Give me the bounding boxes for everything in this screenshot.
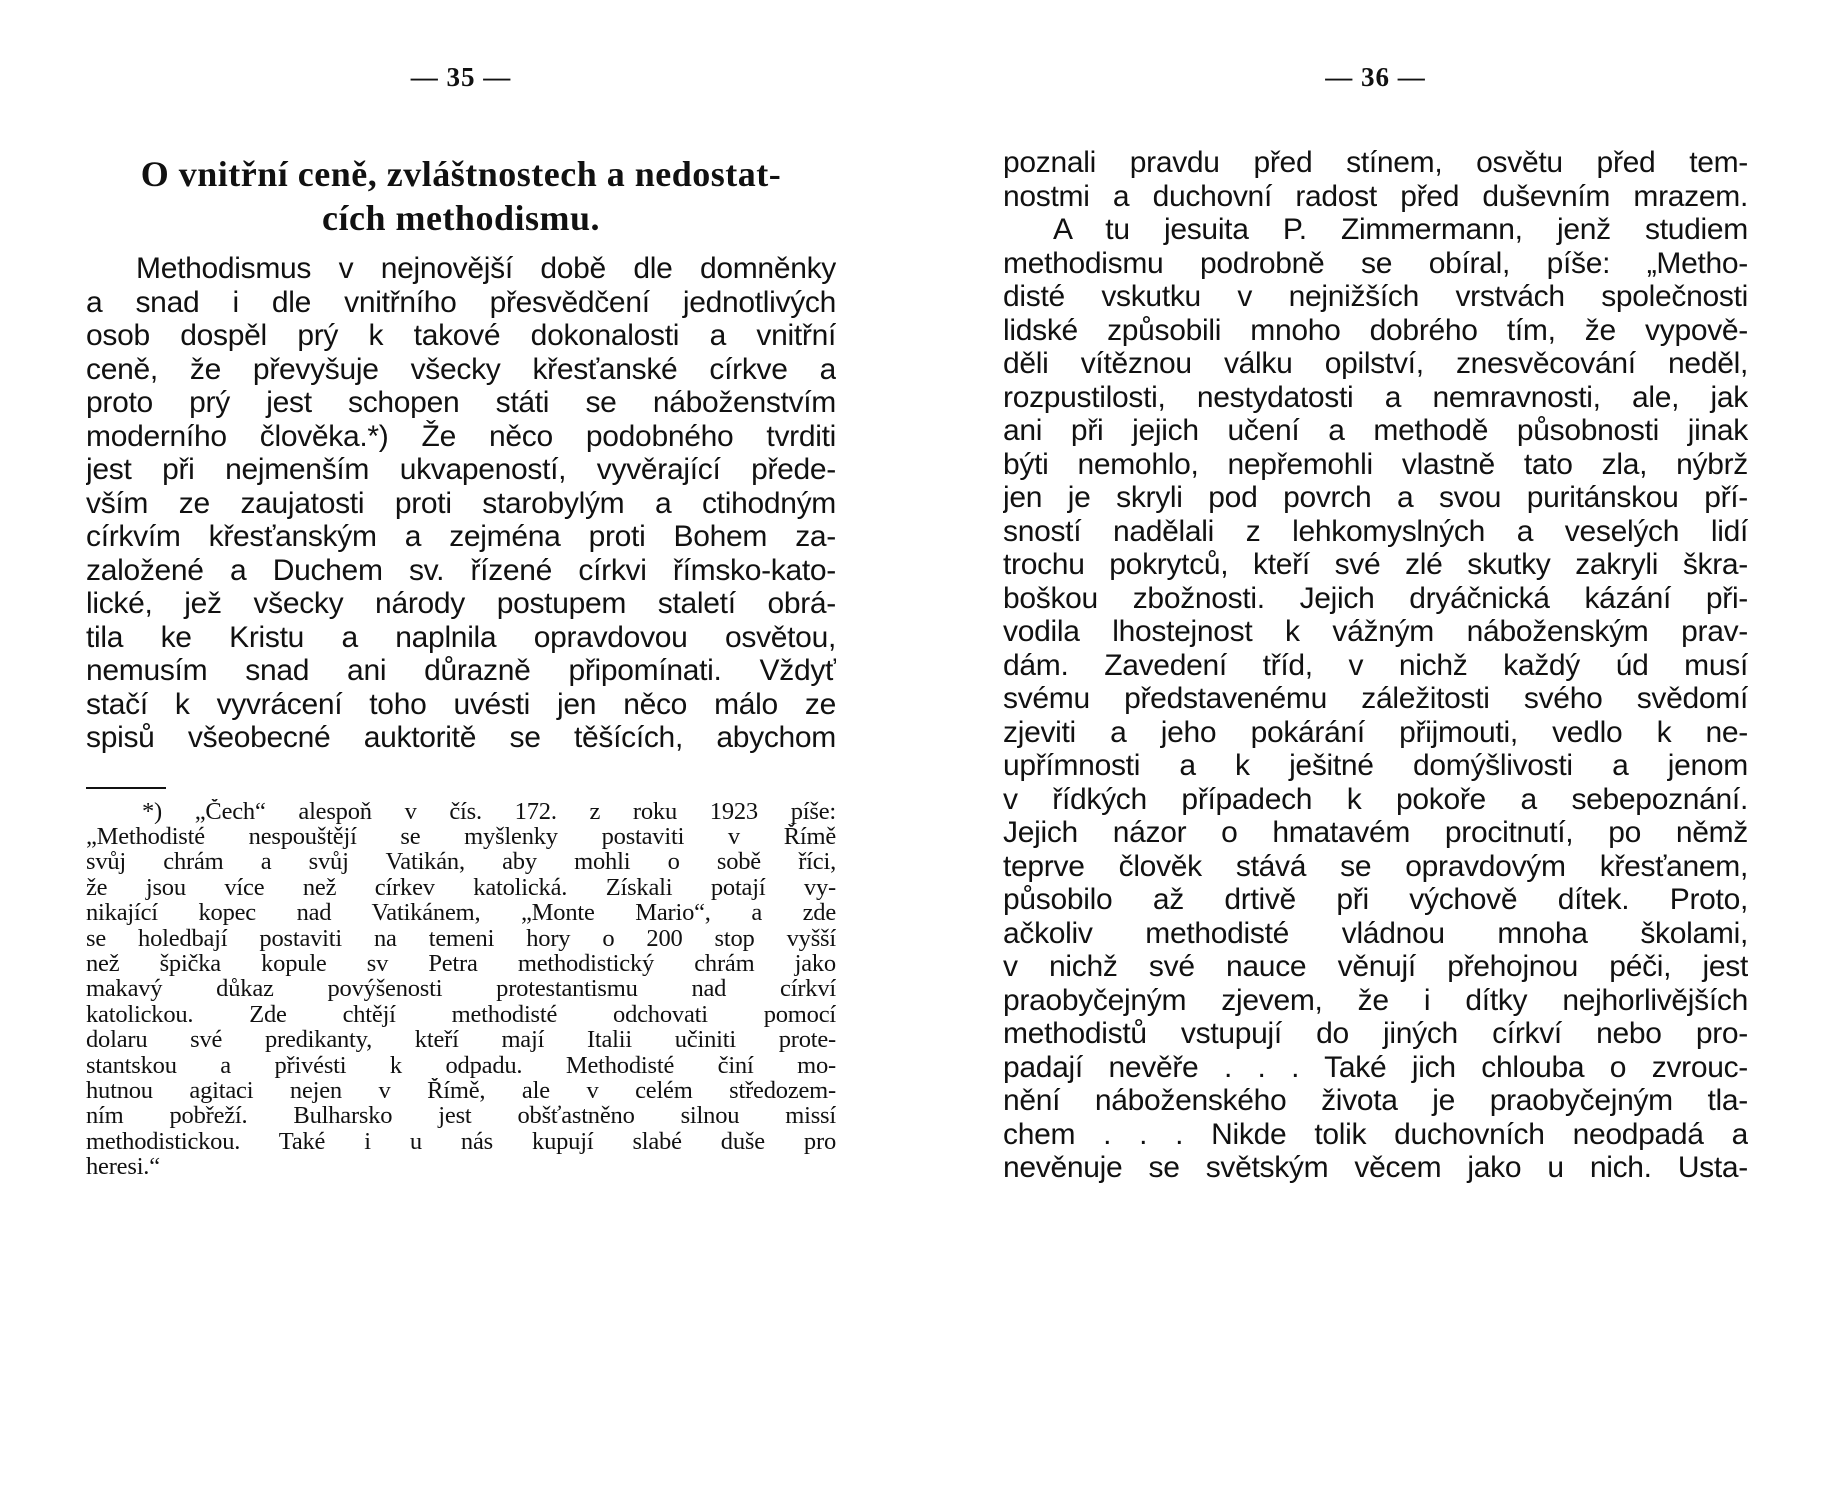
text-line: praobyčejným zjevem, že i dítky nejhorlivějších [1003,983,1748,1017]
text-line: proto prý jest schopen státi se náboženstvím [86,386,836,419]
footnote-line: katolickou. Zde chtějí methodisté odchovati pomocí [86,1001,836,1028]
chapter-heading [86,152,836,240]
page-number: — 35 — [410,62,512,92]
footnote-line: makavý důkaz povýšenosti protestantismu nad církví [86,976,836,1002]
footnote-line: nikající kopec nad Vatikánem, „Monte Mario“, a zde [86,900,836,926]
heading-line: cích methodismu. [322,198,600,238]
text-line: rozpustilosti, nestydatosti a nemravnosti, ale, jak [1003,380,1748,414]
text-line: působilo až drtivě při výchově dítek. Proto, [1003,883,1748,916]
body-paragraph [1003,146,1748,213]
text-line: tila ke Kristu a naplnila opravdovou osvětou, [86,620,836,654]
text-line: sností nadělali z lehkomyslných a veselých lidí [1003,514,1748,548]
footnote-line: heresi.“ [86,1154,160,1180]
footnote-line: „Methodisté nespouštějí se myšlenky postaviti v Římě [86,823,836,850]
text-line: děli vítěznou válku opilství, znesvěcování neděl, [1003,347,1748,380]
footnote-line: svůj chrám a svůj Vatikán, aby mohli o sobě říci, [86,849,836,875]
text-line: zjeviti a jeho pokárání přijmouti, vedlo k ne- [1003,715,1748,749]
text-line: založené a Duchem sv. řízené církvi římsko-kato- [86,553,836,587]
text-line: chem . . . Nikde tolik duchovních neodpadá a [1003,1117,1748,1151]
left-page-body [86,152,836,1180]
footnote [86,799,836,1180]
text-line: methodistů vstupují do jiných církví nebo pro- [1003,1017,1748,1050]
body-paragraph [1003,213,1748,1185]
text-line: padají nevěře . . . Také jich chlouba o zvrouc- [1003,1050,1748,1084]
left-page [86,0,836,1501]
text-line: boškou zbožnosti. Jejich dryáčnická kázání při- [1003,581,1748,615]
text-line: ceně, že převyšuje všecky křesťanské církve a [86,352,836,386]
text-line: církvím křesťanským a zejména proti Bohem za- [86,520,836,553]
text-line: ačkoliv methodisté vládnou mnoha školami, [1003,916,1748,950]
text-line: moderního člověka.*) Že něco podobného tvrditi [86,419,836,453]
text-line: vším ze zaujatosti proti starobylým a ctihodným [86,486,836,520]
footnote-line: dolaru své predikanty, kteří mají Italii učiniti prote- [86,1027,836,1053]
text-line: ani při jejich učení a methodě působnosti jinak [1003,414,1748,447]
text-line: spisů všeobecné auktoritě se těšících, abychom [86,721,836,754]
text-line: Jejich názor o hmatavém procitnutí, po němž [1003,816,1748,849]
right-page-body [1003,146,1748,1185]
text-line: nevěnuje se světským věcem jako u nich. Usta- [1003,1151,1748,1184]
footnote-line: methodistickou. Také i u nás kupují slabé duše pro [86,1128,836,1155]
text-line: jen je skryli pod povrch a svou puritánskou pří- [1003,481,1748,514]
text-line: lidské způsobili mnoho dobrého tím, že vypově- [1003,313,1748,347]
text-line: lické, jež všecky národy postupem staletí obrá- [86,587,836,620]
text-line: disté vskutku v nejnižších vrstvách společnosti [1003,280,1748,313]
text-line: stačí k vyvrácení toho uvésti jen něco málo ze [86,687,836,721]
text-line: poznali pravdu před stínem, osvětu před tem- [1003,146,1748,179]
footnote-line: *) „Čech“ alespoň v čís. 172. z roku 1923 píše: [142,798,836,824]
text-line: nemusím snad ani důrazně připomínati. Vždyť [86,654,836,687]
text-line: nostmi a duchovní radost před duševním mrazem. [1003,179,1748,213]
text-line: v nichž své nauce věnují přehojnou péči, jest [1003,950,1748,983]
text-line: upřímnosti a k ješitné domýšlivosti a jenom [1003,749,1748,782]
footnote-line: stantskou a přivésti k odpadu. Methodisté činí mo- [86,1052,836,1078]
right-page [1003,0,1748,1501]
text-line: svému představenému záležitosti svého svědomí [1003,682,1748,715]
text-line: v řídkých případech k pokoře a sebepoznání. [1003,782,1748,816]
text-line: nění náboženského života je praobyčejným tla- [1003,1084,1748,1117]
text-line: Methodismus v nejnovější době dle domněnky [136,252,836,285]
footnote-divider [86,787,166,789]
text-line: A tu jesuita P. Zimmermann, jenž studiem [1053,213,1748,246]
page-number: — 36 — [1325,62,1426,92]
text-line: býti nemohlo, nepřemohli vlastně tato zla, nýbrž [1003,447,1748,481]
text-line: teprve člověk stává se opravdovým křesťanem, [1003,849,1748,883]
text-line: dám. Zavedení tříd, v nichž každý úd musí [1003,648,1748,682]
body-paragraph [86,252,836,755]
text-line: trochu pokrytců, kteří své zlé skutky zakryli škra- [1003,548,1748,581]
heading-line: O vnitřní ceně, zvláštnostech a nedostat- [140,154,782,194]
footnote-line: hutnou agitaci nejen v Římě, ale v celém středozem- [86,1077,836,1104]
text-line: osob dospěl prý k takové dokonalosti a vnitřní [86,319,836,352]
footnote-line: než špička kopule sv Petra methodistický chrám jako [86,950,836,977]
footnote-line: se holedbají postaviti na temeni hory o 200 stop vyšší [86,925,836,951]
text-line: jest při nejmenším ukvapeností, vyvěrající přede- [86,453,836,486]
text-line: vodila lhostejnost k vážným náboženským prav- [1003,615,1748,648]
text-line: methodismu podrobně se obíral, píše: „Metho- [1003,246,1748,280]
text-line: a snad i dle vnitřního přesvědčení jednotlivých [86,285,836,319]
footnote-line: že jsou více než církev katolická. Získali potají vy- [86,874,836,901]
footnote-line: ním pobřeží. Bulharsko jest obšťastněno silnou missí [86,1103,836,1129]
